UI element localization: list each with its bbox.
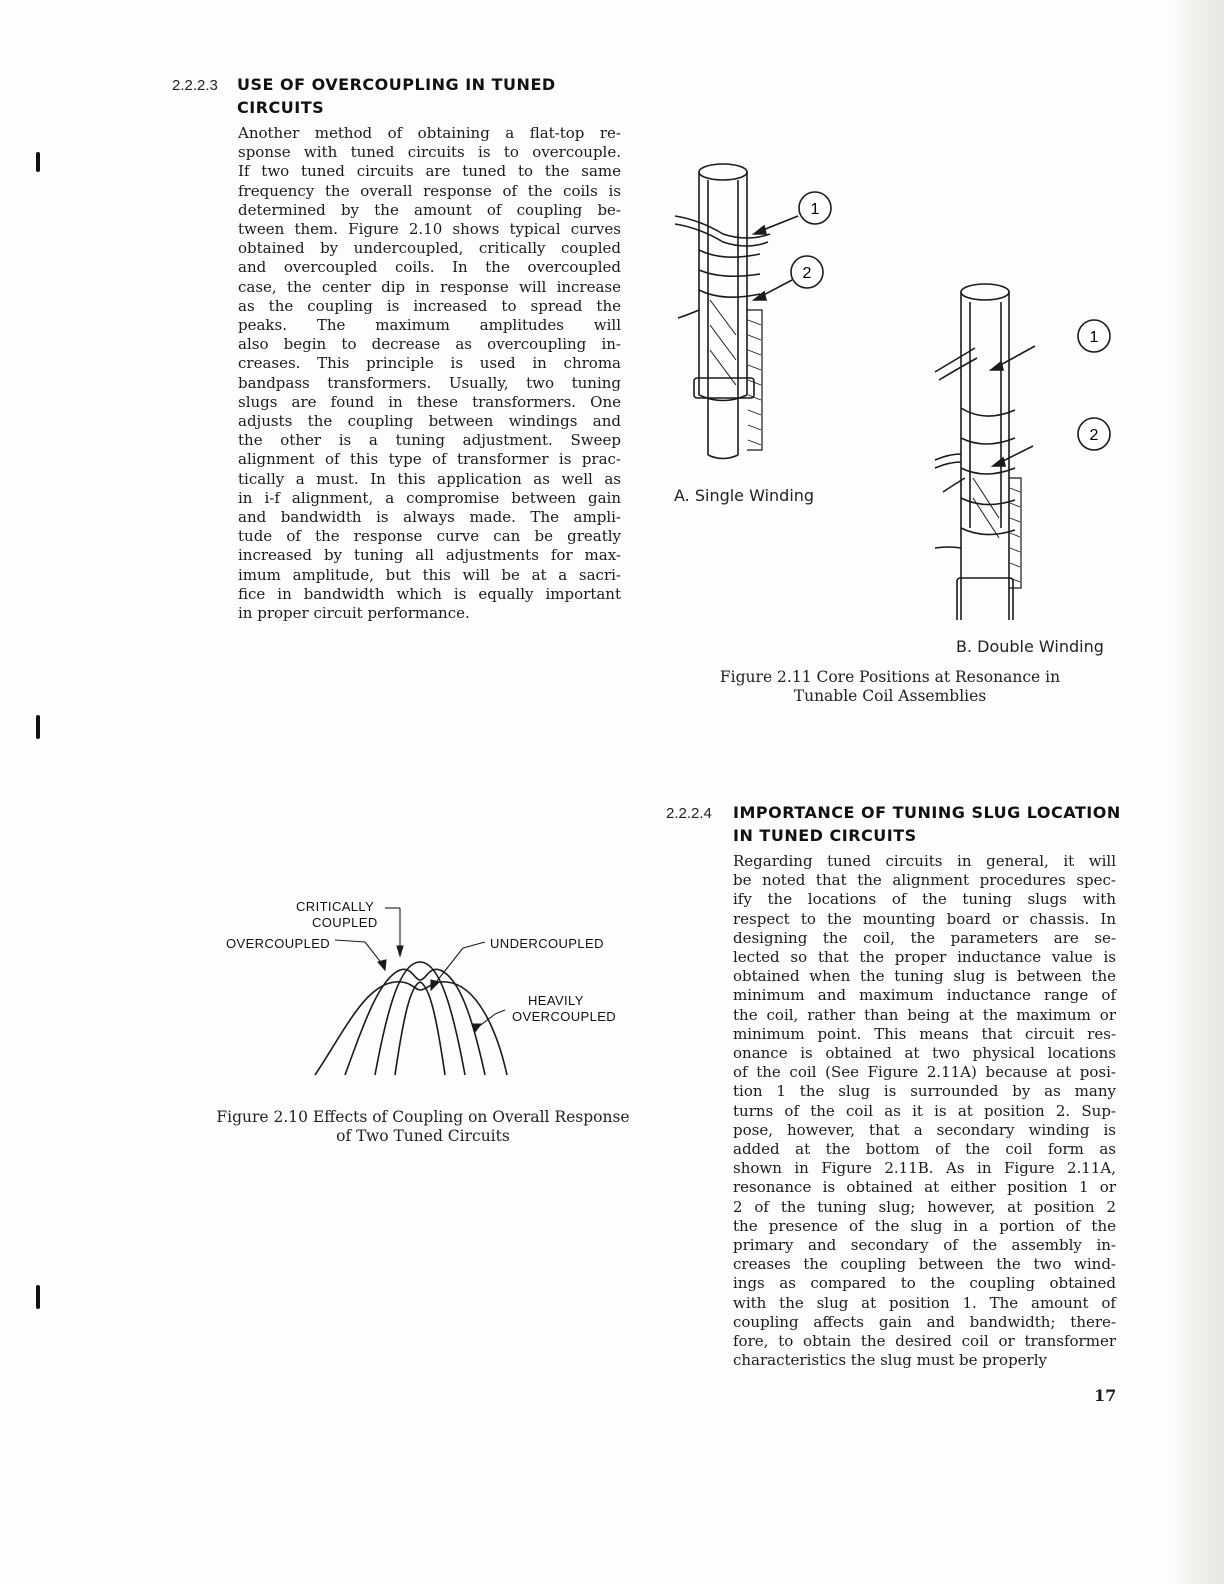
text-line: sponse with tuned circuits is to overcouple. [238,143,621,162]
body-paragraph [238,124,621,623]
coil-assembly-a [675,164,798,459]
text-line: creases the coupling between the two wind- [733,1255,1116,1274]
label-coupled: COUPLED [312,915,378,930]
callout-label: 2 [1089,427,1099,444]
text-line: tude of the response curve can be greatly [238,527,621,546]
text-line: be noted that the alignment procedures spec- [733,871,1116,890]
text-line: primary and secondary of the assembly in- [733,1236,1116,1255]
text-line: turns of the coil as it is at position 2. Sup- [733,1101,1116,1120]
text-line: bandpass transformers. Usually, two tuning [238,373,621,392]
text-line: tween them. Figure 2.10 shows typical curves [238,220,621,239]
text-line: onance is obtained at two physical locations [733,1044,1116,1063]
section-title-line: IN TUNED CIRCUITS [733,826,917,845]
text-line: in proper circuit performance. [238,604,470,623]
margin-mark [36,152,40,172]
text-line: and overcoupled coils. In the overcoupled [238,258,621,277]
text-line: ings as compared to the coupling obtained [733,1274,1116,1293]
callout-label: 1 [1089,329,1099,346]
text-line: frequency the overall response of the coils is [238,181,621,200]
text-line: obtained by undercoupled, critically coupled [238,239,621,258]
text-line: respect to the mounting board or chassis. In [733,909,1116,928]
text-line: increased by tuning all adjustments for max- [238,546,621,565]
body-paragraph [733,852,1116,1370]
label-undercoupled: UNDERCOUPLED [490,936,604,951]
page-edge [1172,0,1224,1584]
text-line: If two tuned circuits are tuned to the same [238,162,621,181]
figure-2-10-drawing [215,890,635,1085]
text-line: characteristics the slug must be properly [733,1351,1047,1370]
text-line: fore, to obtain the desired coil or transformer [733,1332,1116,1351]
section-number: 2.2.2.3 [172,77,218,94]
text-line: with the slug at position 1. The amount of [733,1293,1116,1312]
text-line: 2 of the tuning slug; however, at position 2 [733,1197,1116,1216]
text-line: of the coil (See Figure 2.11A) because at posi- [733,1063,1116,1082]
text-line: pose, however, that a secondary winding is [733,1120,1116,1139]
text-line: case, the center dip in response will increase [238,277,621,296]
text-line: also begin to decrease as overcoupling in- [238,335,621,354]
text-line: Regarding tuned circuits in general, it will [733,852,1116,870]
text-line: coupling affects gain and bandwidth; there- [733,1312,1116,1331]
figure-caption-line: Figure 2.10 Effects of Coupling on Overall Response [216,1108,630,1126]
callout-2-icon [791,256,823,288]
margin-mark [36,1285,40,1309]
figure-caption [196,1108,650,1146]
text-line: slugs are found in these transformers. One [238,392,621,411]
callout-1-icon [799,192,831,224]
section-title-line: CIRCUITS [237,98,325,117]
figure-caption-line: Figure 2.11 Core Positions at Resonance in [719,668,1061,686]
undercoupled-curve [395,982,445,1075]
text-line: fice in bandwidth which is equally important [238,584,621,603]
text-line: Another method of obtaining a flat-top re- [238,124,621,142]
subfigure-caption-a: A. Single Winding [674,486,815,505]
text-line: lected so that the proper inductance value is [733,948,1116,967]
label-heavily-overcoupled: OVERCOUPLED [512,1009,617,1024]
text-line: in i-f alignment, a compromise between gain [238,488,621,507]
callout-label: 1 [810,201,820,218]
figure-2-11-drawing [650,150,1130,620]
figure-caption-line: of Two Tuned Circuits [336,1127,510,1145]
subfigure-caption-b: B. Double Winding [956,637,1104,656]
callout-label: 2 [802,265,812,282]
text-line: the coil, rather than being at the maximum or [733,1005,1116,1024]
text-line: ify the locations of the tuning slugs with [733,890,1116,909]
text-line: added at the bottom of the coil form as [733,1140,1116,1159]
text-line: designing the coil, the parameters are se- [733,928,1116,947]
section-title-line: USE OF OVERCOUPLING IN TUNED [237,75,556,94]
text-line: resonance is obtained at either position 1 or [733,1178,1116,1197]
figure-caption-line: Tunable Coil Assemblies [793,687,987,705]
text-line: the presence of the slug in a portion of the [733,1216,1116,1235]
text-line: and bandwidth is always made. The ampli- [238,508,621,527]
coil-assembly-b [935,284,1035,620]
section-title-line: IMPORTANCE OF TUNING SLUG LOCATION [733,803,1121,822]
text-line: alignment of this type of transformer is prac- [238,450,621,469]
section-title [237,73,556,119]
overcoupled-curve [345,969,485,1075]
page-number: 17 [1094,1386,1117,1405]
label-overcoupled: OVERCOUPLED [226,936,331,951]
callout-1-b-icon [1078,320,1110,352]
figure-caption [690,668,1090,706]
margin-mark [36,715,40,739]
text-line: tion 1 the slug is surrounded by as many [733,1082,1116,1101]
text-line: obtained when the tuning slug is between the [733,967,1116,986]
text-line: as the coupling is increased to spread the [238,296,621,315]
text-line: minimum point. This means that circuit res- [733,1024,1116,1043]
text-line: creases. This principle is used in chroma [238,354,621,373]
callout-2-b-icon [1078,418,1110,450]
label-heavily: HEAVILY [528,993,584,1008]
text-line: minimum and maximum inductance range of [733,986,1116,1005]
text-line: tically a must. In this application as well as [238,469,621,488]
text-line: adjusts the coupling between windings and [238,412,621,431]
text-line: determined by the amount of coupling be- [238,200,621,219]
text-line: the other is a tuning adjustment. Sweep [238,431,621,450]
label-critically: CRITICALLY [296,899,375,914]
text-line: peaks. The maximum amplitudes will [238,316,621,335]
text-line: imum amplitude, but this will be at a sacri- [238,565,621,584]
text-line: shown in Figure 2.11B. As in Figure 2.11A, [733,1159,1116,1178]
section-number: 2.2.2.4 [666,805,712,822]
section-title [733,801,1121,847]
